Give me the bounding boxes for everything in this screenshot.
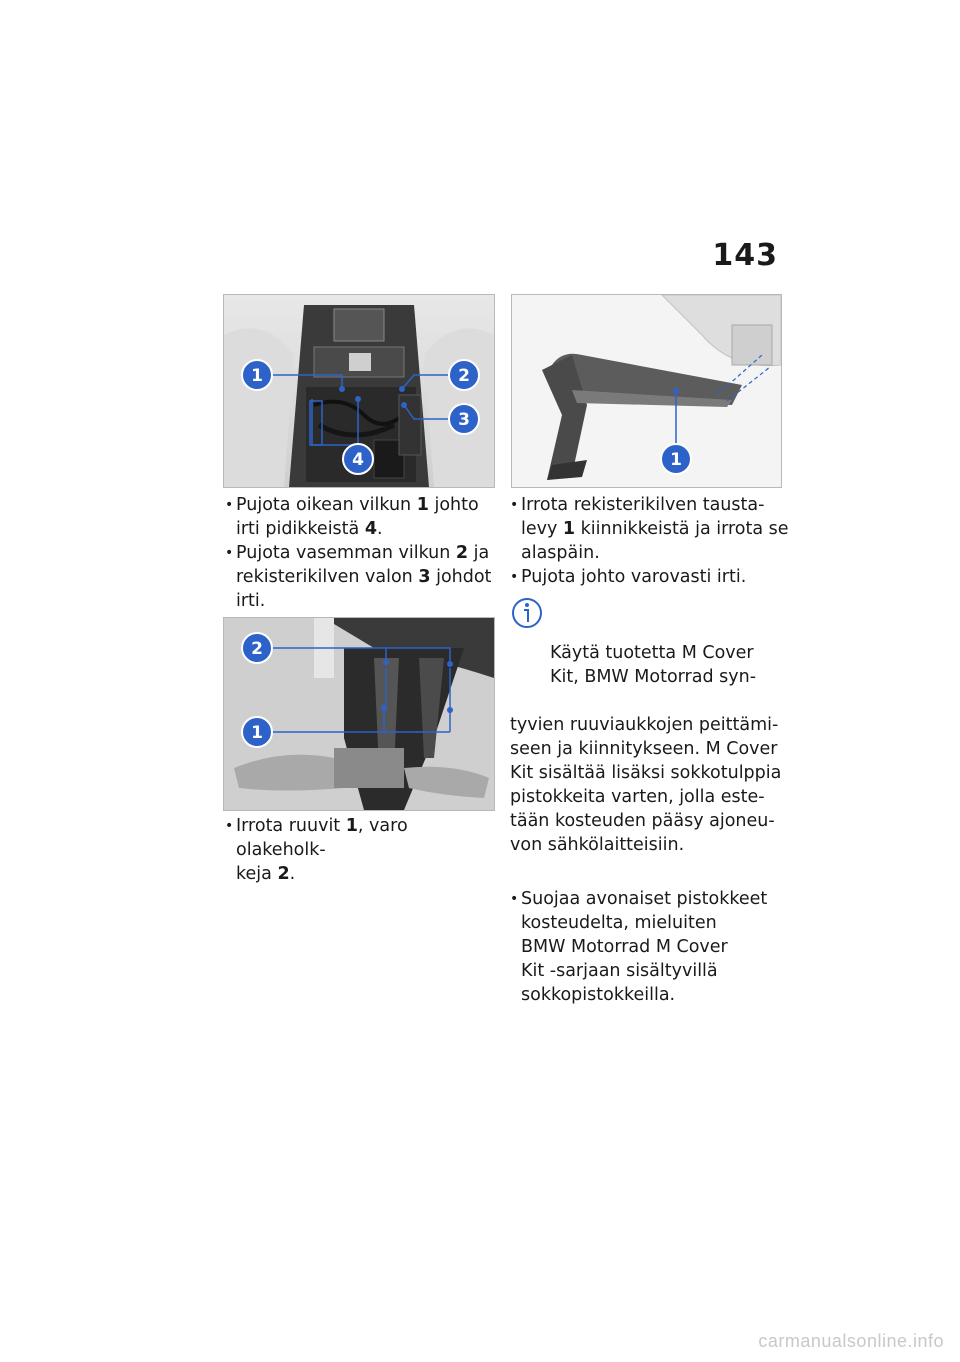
callout-4: 4 <box>352 450 364 470</box>
step-text: Suojaa avonaiset pistokkeet kosteudelta, mieluiten BMW Motorrad M Cover Kit -sarjaan sisältyvillä sokkopistokkeilla. <box>521 889 768 1005</box>
left-instructions-bottom <box>225 814 500 886</box>
left-instructions-top <box>225 493 500 613</box>
bullet-dot: • <box>510 497 519 513</box>
callout-2: 2 <box>458 366 470 386</box>
callout-1: 1 <box>251 366 263 386</box>
note-body: tyvien ruuviaukkojen peittämi- seen ja kiinnitykseen. M Cover Kit sisältää lisäksi sokkotulppia pistokkeita varten, jolla este- tään kosteuden pääsy ajoneu- von sähkölaitteisiin. <box>510 715 782 855</box>
step-text: Pujota oikean vilkun 1 johto irti pidikkeistä 4. <box>236 495 479 539</box>
callout-1: 1 <box>670 450 682 470</box>
info-icon <box>510 593 544 633</box>
callout-2: 2 <box>251 639 263 659</box>
bullet-dot: • <box>225 497 234 513</box>
step-text: Pujota johto varovasti irti. <box>521 567 747 587</box>
note-head: Käytä tuotetta M Cover Kit, BMW Motorrad syn- <box>550 643 757 687</box>
bullet-dot: • <box>225 818 234 834</box>
step-protect-connectors <box>510 887 790 1007</box>
callout-1: 1 <box>251 723 263 743</box>
figure-plate-carrier <box>511 294 782 488</box>
step-remove-plate-carrier <box>510 493 790 565</box>
under-seat-illustration <box>224 295 494 487</box>
bullet-dot: • <box>510 569 519 585</box>
step-text: Irrota ruuvit 1, varo olakeholk- keja 2. <box>236 816 408 884</box>
step-route-right-indicator <box>225 493 500 541</box>
bullet-dot: • <box>510 891 519 907</box>
plate-carrier-illustration <box>512 295 781 487</box>
step-route-left-indicator <box>225 541 500 613</box>
step-remove-screws <box>225 814 500 886</box>
step-route-cable <box>510 565 790 589</box>
callout-3: 3 <box>458 410 470 430</box>
step-text: Pujota vasemman vilkun 2 ja rekisterikilven valon 3 johdot irti. <box>236 543 492 611</box>
figure-screws-underside <box>223 617 495 811</box>
info-note <box>510 593 790 881</box>
screws-illustration <box>224 618 494 810</box>
bullet-dot: • <box>225 545 234 561</box>
figure-under-seat-wiring <box>223 294 495 488</box>
page-number: 143 <box>712 238 778 273</box>
right-instructions <box>510 493 790 1007</box>
step-text: Irrota rekisterikilven tausta- levy 1 kiinnikkeistä ja irrota se alaspäin. <box>521 495 789 563</box>
watermark: carmanualsonline.info <box>758 1331 944 1351</box>
